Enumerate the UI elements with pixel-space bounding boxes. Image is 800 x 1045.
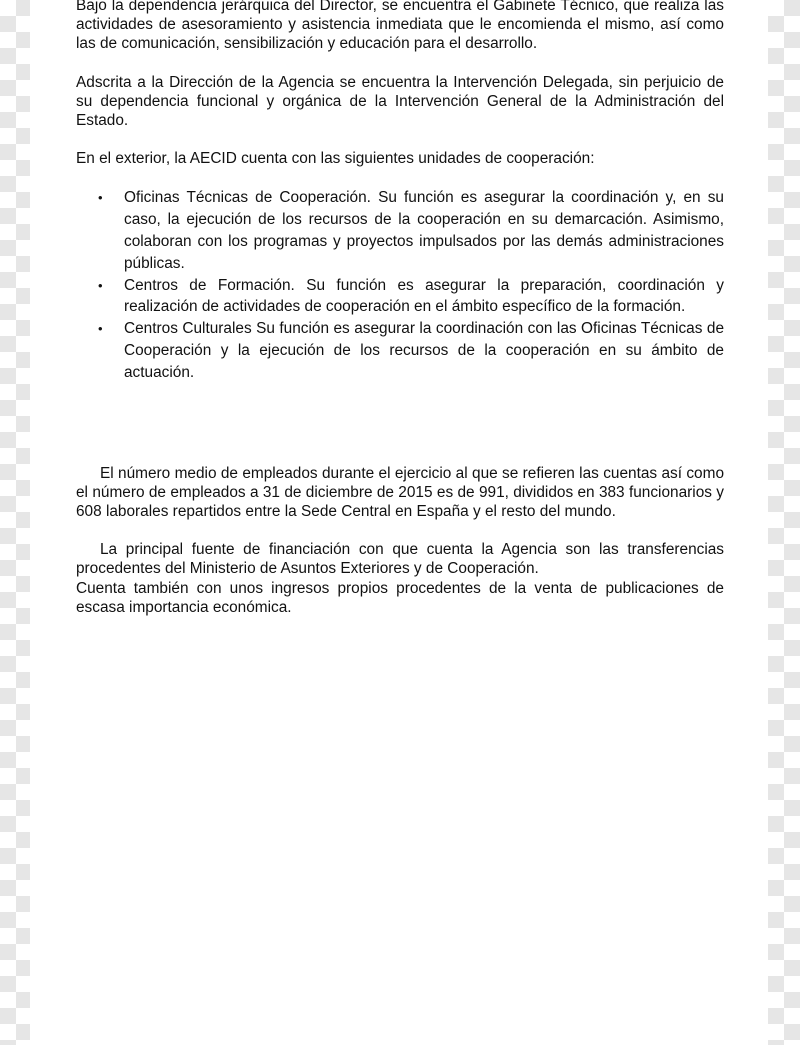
document-page: [30, 0, 768, 1045]
paragraph-financiacion: La principal fuente de financiación con que cuenta la Agencia son las transferencias procedentes del Ministerio de Asuntos Exteriores y de Cooperación.: [76, 541, 724, 578]
list-item: [76, 187, 724, 274]
list-item-text: Oficinas Técnicas de Cooperación. Su función es asegurar la coordinación y, en su caso, la ejecución de los recursos de la cooperación en su demarcación. Asimismo, colaboran con los programas y proyectos impulsados por las demás administraciones públicas.: [124, 189, 724, 272]
document-body: [76, 0, 724, 617]
list-item: [76, 275, 724, 319]
list-item-text: Centros de Formación. Su función es asegurar la preparación, coordinación y realización de actividades de cooperación en el ámbito específico de la formación.: [124, 276, 724, 316]
bullet-icon: •: [98, 190, 103, 206]
paragraph-gabinete-tecnico: Bajo la dependencia jerárquica del Director, se encuentra el Gabinete Técnico, que realiza las actividades de asesoramiento y asistencia inmediata que le encomienda el mismo, así como las de comunicación, sensibilización y educación para el desarrollo.: [76, 0, 724, 53]
bullet-icon: •: [98, 277, 103, 293]
list-item: [76, 318, 724, 383]
paragraph-empleados: El número medio de empleados durante el ejercicio al que se refieren las cuentas así como el número de empleados a 31 de diciembre de 2015 es de 991, divididos en 383 funcionarios y 608 laborales repartidos entre la Sede Central en España y el resto del mundo.: [76, 464, 724, 520]
paragraph-ingresos-propios: Cuenta también con unos ingresos propios procedentes de la venta de publicaciones de escasa importancia económica.: [76, 579, 724, 616]
list-item-text: Centros Culturales Su función es asegurar la coordinación con las Oficinas Técnicas de Cooperación y la ejecución de los recursos de la cooperación en su ámbito de actuación.: [124, 320, 724, 381]
paragraph-intervencion-delegada: Adscrita a la Dirección de la Agencia se encuentra la Intervención Delegada, sin perjuicio de su dependencia funcional y orgánica de la Intervención General de la Administración del Estado.: [76, 73, 724, 130]
bullet-icon: •: [98, 321, 103, 337]
cooperation-units-list: [76, 187, 724, 383]
paragraph-exterior-intro: En el exterior, la AECID cuenta con las siguientes unidades de cooperación:: [76, 150, 595, 168]
